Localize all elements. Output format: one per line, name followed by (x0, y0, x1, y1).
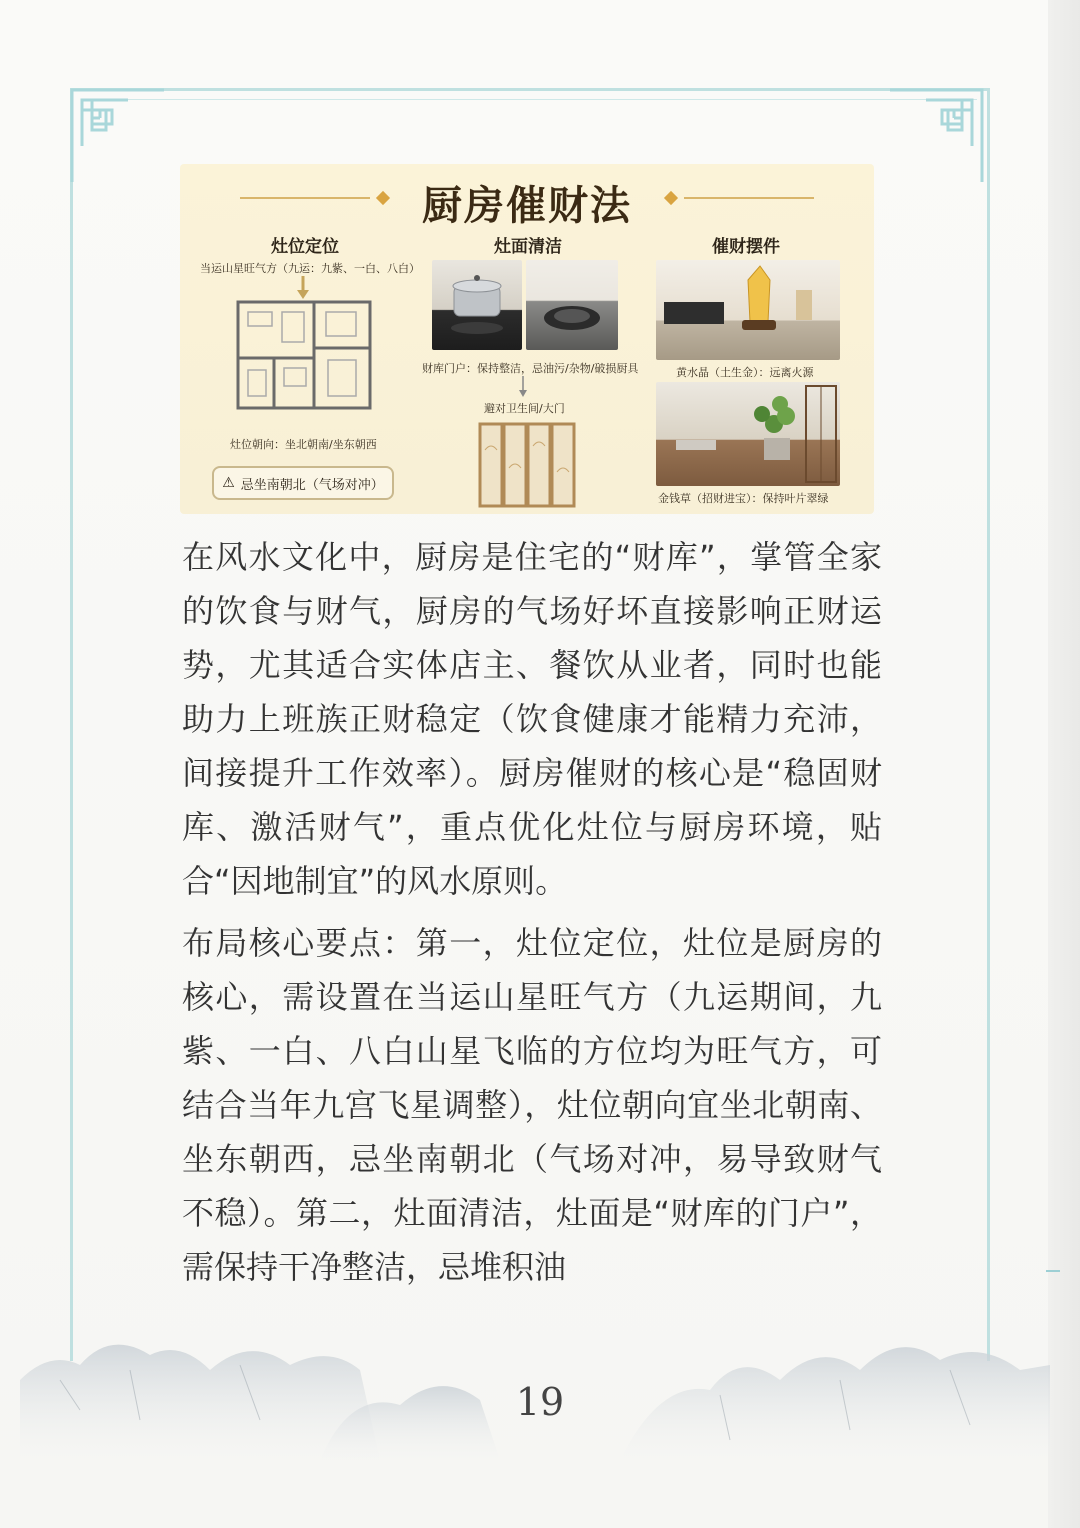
article-body (182, 530, 882, 1294)
infographic-title: 厨房催财法 (422, 183, 632, 229)
column-heading-wealth-ornaments: 催财摆件 (712, 237, 780, 257)
page-edge-shadow (1048, 0, 1080, 1528)
caption-money-plant: 金钱草（招财进宝）：保持叶片翠绿 (658, 492, 829, 505)
warning-badge (212, 466, 394, 500)
kitchen-fengshui-infographic (180, 164, 874, 514)
edge-mark (1046, 1270, 1060, 1272)
money-plant-photo (656, 382, 840, 486)
caption-stove-orientation: 灶位朝向：坐北朝南/坐东朝西 (230, 438, 377, 451)
caption-avoid-facing: 避对卫生间/大门 (484, 402, 565, 415)
folding-screen-icon (476, 420, 580, 512)
paragraph-intro: 在风水文化中，厨房是住宅的“财库”，掌管全家的饮食与财气，厨房的气场好坏直接影响正财运势，尤其适合实体店主、餐饮从业者，同时也能助力上班族正财稳定（饮食健康才能精力充沛，间接提升工作效率）。厨房催财的核心是“稳固财库、激活财气”，重点优化灶位与厨房环境，贴合“因地制宜”的风水原则。 (182, 538, 882, 900)
fretwork-corner-icon (68, 86, 168, 186)
arrow-down-icon (296, 276, 310, 300)
warning-text: 忌坐南朝北（气场对冲） (240, 477, 384, 493)
warning-triangle-icon: ⚠ (222, 475, 235, 491)
citrine-photo (656, 260, 840, 360)
caption-wealth-door: 财库门户：保持整洁，忌油污/杂物/破损厨具 (422, 362, 639, 375)
fretwork-corner-icon (886, 86, 986, 186)
page-number: 19 (515, 1380, 565, 1424)
caption-citrine: 黄水晶（土生金）：远离火源 (676, 366, 814, 379)
column-heading-stove-clean: 灶面清洁 (494, 237, 562, 257)
floor-plan-icon (234, 298, 374, 413)
stove-photo-pot (432, 260, 522, 350)
caption-auspicious-direction: 当运山星旺气方（九运：九紫、一白、八白） (200, 262, 420, 275)
paragraph-layout-points: 布局核心要点：第一，灶位定位，灶位是厨房的核心，需设置在当运山星旺气方（九运期间，九紫、一白、八白山星飞临的方位均为旺气方，可结合当年九宫飞星调整），灶位朝向宜坐北朝南、坐东朝西，忌坐南朝北（气场对冲，易导致财气不稳）。第二，灶面清洁，灶面是“财库的门户”，需保持干净整洁，忌堆积油 (182, 924, 882, 1286)
arrow-down-icon (518, 376, 528, 398)
stove-photo-burner (526, 260, 618, 350)
column-heading-stove-position: 灶位定位 (271, 237, 339, 257)
